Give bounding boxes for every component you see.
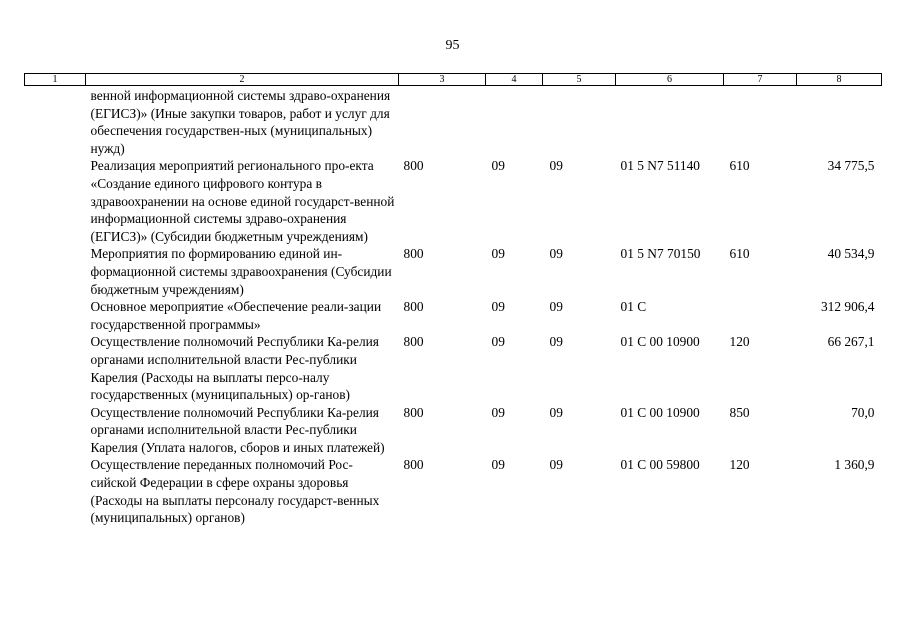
header-cell: 7	[724, 74, 797, 86]
ministry-code	[399, 86, 486, 158]
expense-type-code: 850	[729, 404, 750, 420]
expense-type-code	[724, 86, 797, 158]
header-cell: 5	[543, 74, 616, 86]
ministry-code: 800	[403, 299, 424, 315]
amount: 312 906,4	[820, 299, 875, 315]
empty-cell	[25, 298, 86, 333]
table-row	[25, 86, 882, 158]
table-row	[25, 456, 882, 526]
header-cell: 6	[616, 74, 724, 86]
section-code: 09	[491, 334, 505, 350]
expense-type-code	[724, 298, 797, 333]
subsection-code: 09	[549, 158, 563, 174]
empty-cell	[25, 86, 86, 158]
expense-name: венной информационной системы здраво-охранения (ЕГИСЗ)» (Иные закупки товаров, работ и услуг для обеспечения государствен-ных (муниципальных) нужд)	[90, 88, 391, 156]
expense-type-code: 120	[729, 457, 750, 473]
header-cell: 3	[399, 74, 486, 86]
header-cell: 8	[797, 74, 882, 86]
empty-cell	[25, 245, 86, 298]
page-number: 95	[445, 38, 460, 53]
expense-name: Основное мероприятие «Обеспечение реали-зации государственной программы»	[90, 299, 382, 332]
table-row	[25, 333, 882, 403]
empty-cell	[25, 404, 86, 457]
ministry-code: 800	[403, 158, 424, 174]
section-code: 09	[491, 158, 505, 174]
amount: 70,0	[851, 404, 875, 420]
amount: 66 267,1	[827, 334, 875, 350]
expense-name: Осуществление полномочий Республики Ка-релия органами исполнительной власти Рес-публики Карелия (Расходы на выплаты персо-налу государственных (муниципальных) ор-ганов)	[90, 334, 379, 403]
subsection-code: 09	[549, 334, 563, 350]
table-row	[25, 404, 882, 457]
budget-table	[24, 73, 882, 527]
ministry-code: 800	[403, 334, 424, 350]
amount	[797, 86, 882, 158]
section-code: 09	[491, 404, 505, 420]
target-article-code: 01 5 N7 70150	[620, 246, 701, 262]
expense-name: Осуществление переданных полномочий Рос-сийской Федерации в сфере охраны здоровья (Расходы на выплаты персоналу государст-венных (муниципальных) органов)	[90, 457, 380, 526]
header-cell: 2	[86, 74, 399, 86]
amount: 34 775,5	[827, 158, 875, 174]
target-article-code: 01 С 00 59800	[620, 457, 700, 473]
empty-cell	[25, 456, 86, 526]
section-code: 09	[491, 246, 505, 262]
ministry-code: 800	[403, 457, 424, 473]
table-row	[25, 245, 882, 298]
header-cell: 1	[25, 74, 86, 86]
expense-type-code: 120	[729, 334, 750, 350]
subsection-code	[543, 86, 616, 158]
target-article-code: 01 С 00 10900	[620, 334, 700, 350]
empty-cell	[25, 157, 86, 245]
expense-type-code: 610	[729, 158, 750, 174]
expense-name: Реализация мероприятий регионального про-екта «Создание единого цифрового контура в здравоохранении на основе единой государст-венной информационной системы здраво-охранения (ЕГИСЗ)» (Субсидии бюджетным учреждениям)	[90, 158, 395, 244]
ministry-code: 800	[403, 246, 424, 262]
target-article-code: 01 С	[620, 299, 647, 315]
section-code	[486, 86, 543, 158]
table-header-row	[25, 74, 882, 86]
amount: 1 360,9	[834, 457, 875, 473]
target-article-code: 01 С 00 10900	[620, 404, 700, 420]
subsection-code: 09	[549, 246, 563, 262]
empty-cell	[25, 333, 86, 403]
target-article-code	[616, 86, 724, 158]
subsection-code: 09	[549, 299, 563, 315]
target-article-code: 01 5 N7 51140	[620, 158, 700, 174]
amount: 40 534,9	[827, 246, 875, 262]
subsection-code: 09	[549, 457, 563, 473]
subsection-code: 09	[549, 404, 563, 420]
expense-type-code: 610	[729, 246, 750, 262]
header-cell: 4	[486, 74, 543, 86]
section-code: 09	[491, 457, 505, 473]
ministry-code: 800	[403, 404, 424, 420]
expense-name: Осуществление полномочий Республики Ка-релия органами исполнительной власти Рес-публики Карелия (Уплата налогов, сборов и иных платежей)	[90, 404, 385, 455]
table-row	[25, 298, 882, 333]
section-code: 09	[491, 299, 505, 315]
expense-name: Мероприятия по формированию единой ин-формационной системы здравоохранения (Субсидии бюджетным учреждениям)	[90, 246, 392, 297]
table-row	[25, 157, 882, 245]
